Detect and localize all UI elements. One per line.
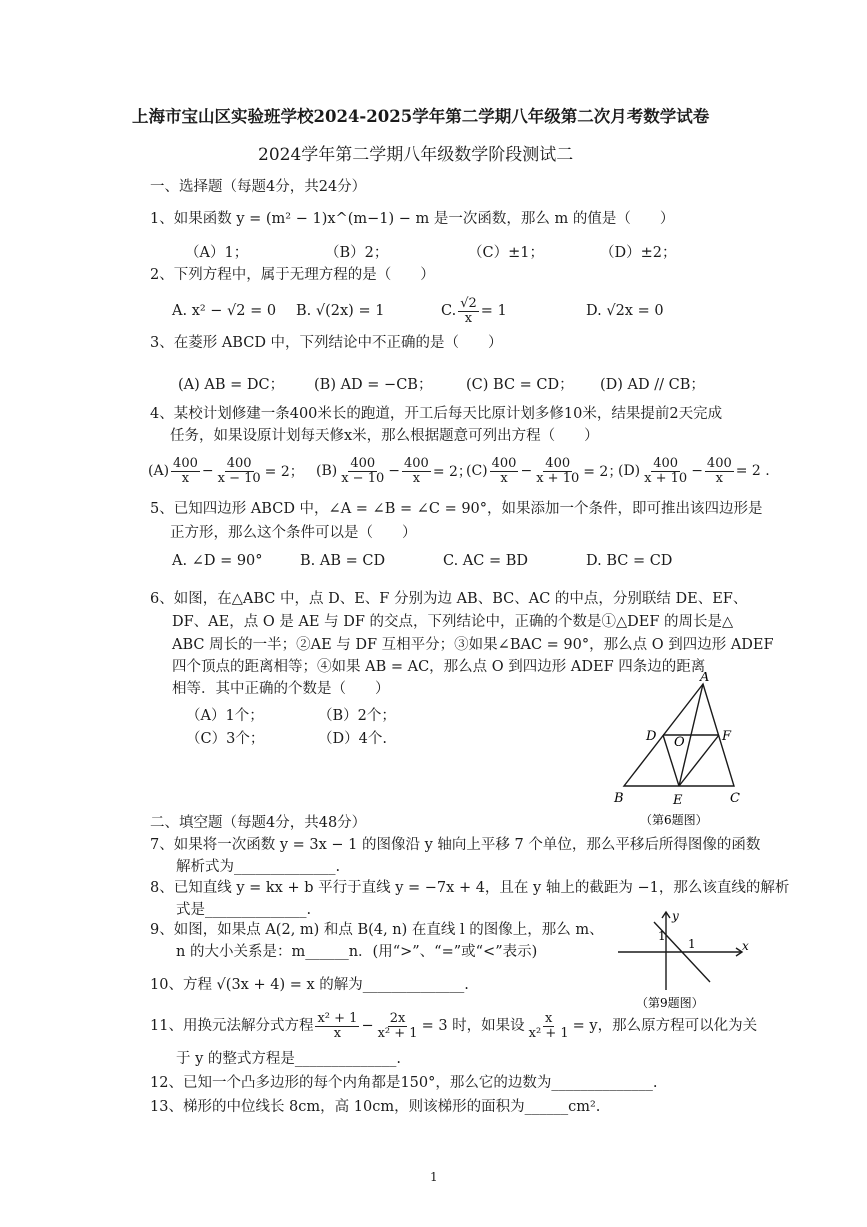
q9-graph-figure <box>614 908 754 1012</box>
q4-frac1-num: 400 <box>653 455 679 471</box>
q9-line1: 9、如图，如果点 A(2, m) 和点 B(4, n) 在直线 l 的图像上，那么 m、 <box>150 922 604 938</box>
label-f: F <box>722 729 732 744</box>
q1-option-c: （C）±1； <box>468 245 544 261</box>
x-intercept-label: 1 <box>688 937 696 951</box>
page-number: 1 <box>430 1170 438 1184</box>
q8-line1: 8、已知直线 y = kx + b 平行于直线 y = −7x + 4，且在 y 轴上的截距为 −1，那么该直线的解析 <box>150 880 790 896</box>
q1-option-b: （B）2； <box>325 245 389 261</box>
q6-line2: DF、AE，点 O 是 AE 与 DF 的交点，下列结论中，正确的个数是①△DEF 的周长是△ <box>172 614 734 630</box>
q4-option-d <box>618 452 770 490</box>
q4-operator: − <box>201 463 214 479</box>
q2-stem-text: 2、下列方程中，属于无理方程的是（ ） <box>150 267 435 283</box>
q11-frac3-den: x² + 1 <box>528 1025 569 1041</box>
q4-option-label: (A) <box>148 463 170 479</box>
q2-option-c-num: √2 <box>460 295 477 311</box>
q11-mid: = 3 时，如果设 <box>421 1018 525 1034</box>
q1-stem: 1、如果函数 y = (m² − 1)x^(m−1) − m 是一次函数，那么 m 的值是（ ） <box>150 211 675 227</box>
q6-option-a: （A）1个； <box>186 708 264 724</box>
q9-line2: n 的大小关系是：m______n．(用“>”、“=”或“<”表示) <box>176 944 538 960</box>
label-d: D <box>646 729 657 744</box>
q11-frac2-den: x² + 1 <box>377 1025 418 1041</box>
q3-option-c: (C) BC = CD； <box>466 377 574 393</box>
exam-subtitle: 2024学年第二学期八年级数学阶段测试二 <box>258 145 574 165</box>
section2-heading: 二、填空题（每题4分，共48分） <box>150 815 367 831</box>
q8-line2: 式是______________. <box>176 902 312 918</box>
q4-frac1-num: 400 <box>173 455 198 471</box>
q2-option-c-den: x <box>464 310 473 326</box>
q3-option-a: (A) AB = DC； <box>178 377 285 393</box>
q6-figure-caption: （第6题图） <box>640 813 708 827</box>
q2-option-c-fraction <box>458 297 479 326</box>
q4-operator: − <box>520 463 533 479</box>
q11-frac1 <box>315 1012 359 1041</box>
q6-line3: ABC 周长的一半；②AE 与 DF 互相平分；③如果∠BAC = 90°，那么点 O 到四边形 ADEF <box>172 637 774 653</box>
q5-option-a: A. ∠D = 90° <box>172 553 263 569</box>
q4-option-c <box>466 452 622 490</box>
q11-line1 <box>150 1008 757 1044</box>
label-a: A <box>700 672 710 685</box>
q11-pre: 11、用换元法解分式方程 <box>150 1018 314 1034</box>
y-intercept-label: 1 <box>658 929 666 943</box>
q2-option-c-tail: = 1 <box>480 303 507 319</box>
q3-option-b: (B) AD = −CB； <box>314 377 433 393</box>
q11-frac1-num: x² + 1 <box>317 1010 358 1026</box>
q4-frac2-den: x <box>715 470 723 486</box>
q1-option-d: （D）±2； <box>600 245 677 261</box>
q4-option-label: (B) <box>316 463 338 479</box>
q4-fraction-2 <box>216 457 263 486</box>
q4-frac1-num: 400 <box>350 455 376 471</box>
q4-operator: − <box>388 463 400 479</box>
q7-line1: 7、如果将一次函数 y = 3x − 1 的图像沿 y 轴向上平移 7 个单位，那么平移后所得图像的函数 <box>150 837 761 853</box>
q11-post: = y，那么原方程可以化为关 <box>572 1018 758 1034</box>
q4-frac1-den: x − 10 <box>341 470 385 486</box>
q6-option-d: （D）4个. <box>318 731 387 747</box>
q6-line4: 四个顶点的距离相等；④如果 AB = AC，那么点 O 到四边形 ADEF 四条边的距离 <box>172 659 706 675</box>
q1-option-a: （A）1； <box>185 245 249 261</box>
q2-option-b: B. √(2x) = 1 <box>296 303 385 319</box>
q4-frac2-num: 400 <box>226 455 252 471</box>
q6-triangle-figure <box>610 672 760 832</box>
q6-line5: 相等．其中正确的个数是（ ） <box>172 681 390 697</box>
q6-option-c: （C）3个； <box>186 731 265 747</box>
q11-op: − <box>361 1018 374 1034</box>
q6-line1: 6、如图，在△ABC 中，点 D、E、F 分别为边 AB、BC、AC 的中点，分别联结 DE、EF、 <box>150 591 748 607</box>
q4-option-a <box>148 452 304 490</box>
q11-frac3 <box>527 1012 571 1041</box>
q5-option-b: B. AB = CD <box>300 553 386 569</box>
q4-frac2-den: x <box>412 470 421 486</box>
q11-line2: 于 y 的整式方程是______________. <box>176 1051 402 1067</box>
q5-option-d: D. BC = CD <box>586 553 673 569</box>
q11-frac2 <box>376 1012 420 1041</box>
label-o: O <box>674 735 685 750</box>
q10-line1: 10、方程 √(3x + 4) = x 的解为______________. <box>150 977 469 993</box>
q4-fraction-2 <box>705 457 734 486</box>
q4-tail: = 2 . <box>735 463 770 479</box>
q4-frac1-den: x + 10 <box>644 470 688 486</box>
q4-frac1-den: x <box>181 470 190 486</box>
q3-option-d: (D) AD // CB； <box>600 377 705 393</box>
q13-line1: 13、梯形的中位线长 8cm，高 10cm，则该梯形的面积为______cm². <box>150 1099 601 1115</box>
section1-heading: 一、选择题（每题4分，共24分） <box>150 179 367 195</box>
q4-frac1-num: 400 <box>491 455 517 471</box>
q11-frac1-den: x <box>333 1025 342 1041</box>
q4-fraction-1 <box>490 457 519 486</box>
q2-option-c-label: C. <box>441 303 457 319</box>
q4-frac2-num: 400 <box>403 455 429 471</box>
q11-frac2-num: 2x <box>389 1010 406 1026</box>
q4-option-label: (C) <box>466 463 488 479</box>
x-label: x <box>742 939 749 953</box>
q4-line2: 任务，如果设原计划每天修x米，那么根据题意可列出方程（ ） <box>170 428 599 444</box>
q3-stem: 3、在菱形 ABCD 中，下列结论中不正确的是（ ） <box>150 335 503 351</box>
q4-fraction-1 <box>171 457 200 486</box>
q5-line1: 5、已知四边形 ABCD 中，∠A = ∠B = ∠C = 90°，如果添加一个条件，即可推出该四边形是 <box>150 501 763 517</box>
q12-line1: 12、已知一个凸多边形的每个内角都是150°，那么它的边数为______________. <box>150 1075 658 1091</box>
q5-option-c: C. AC = BD <box>443 553 529 569</box>
q2-option-c <box>441 294 507 328</box>
q9-figure-caption: （第9题图） <box>636 996 704 1010</box>
q2-option-d: D. √2x = 0 <box>586 303 664 319</box>
label-c: C <box>730 791 740 806</box>
q6-option-b: （B）2个； <box>318 708 396 724</box>
label-e: E <box>673 793 683 808</box>
q4-tail: = 2； <box>264 464 304 480</box>
q4-tail: = 2； <box>583 464 623 480</box>
q4-frac1-den: x <box>500 470 508 486</box>
q4-fraction-2 <box>534 457 581 486</box>
y-label: y <box>672 909 679 923</box>
q4-tail: = 2； <box>432 464 472 480</box>
q4-fraction-2 <box>402 457 431 486</box>
q4-option-label: (D) <box>618 463 641 479</box>
q4-frac2-den: x + 10 <box>536 470 580 486</box>
label-b: B <box>614 791 624 806</box>
q4-options <box>148 452 848 490</box>
q4-operator: − <box>691 463 703 479</box>
q2-option-a: A. x² − √2 = 0 <box>172 303 277 319</box>
q4-option-b <box>316 452 472 490</box>
q5-line2: 正方形，那么这个条件可以是（ ） <box>170 525 417 541</box>
q11-frac3-num: x <box>544 1010 553 1026</box>
q7-line2: 解析式为______________. <box>176 859 341 875</box>
exam-title: 上海市宝山区实验班学校2024-2025学年第二学期八年级第二次月考数学试卷 <box>132 107 710 126</box>
q4-line1: 4、某校计划修建一条400米长的跑道，开工后每天比原计划多修10米，结果提前2天完成 <box>150 406 723 422</box>
q4-frac2-num: 400 <box>545 455 571 471</box>
q4-frac2-num: 400 <box>706 455 732 471</box>
q4-frac2-den: x − 10 <box>217 470 261 486</box>
q4-fraction-1 <box>339 457 386 486</box>
q4-fraction-1 <box>642 457 689 486</box>
